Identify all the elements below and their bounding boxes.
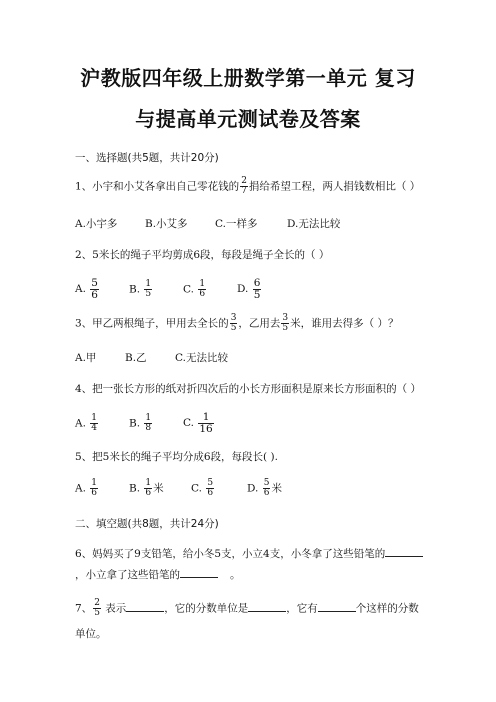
q1-suffix: 捐给希望工程，两人捐钱数相比（ ）	[248, 180, 421, 193]
q4-options	[75, 412, 215, 434]
option-a[interactable]: A.甲	[75, 352, 97, 364]
option-c[interactable]	[183, 280, 237, 299]
question-3	[75, 314, 399, 333]
fraction	[263, 479, 271, 498]
option-label: A.	[75, 283, 86, 295]
q3-options	[75, 350, 228, 365]
option-c[interactable]	[191, 479, 247, 498]
q1-options	[75, 216, 340, 231]
denominator: 5	[253, 288, 261, 301]
option-label: D.	[237, 283, 249, 295]
fraction	[230, 314, 238, 333]
denominator: 6	[263, 488, 270, 498]
question-7-cont: 单位。	[75, 628, 107, 640]
option-label: C.	[183, 417, 194, 429]
numerator: 6	[253, 277, 261, 289]
option-a[interactable]	[75, 278, 129, 300]
question-6-cont	[75, 567, 241, 582]
option-label: B.	[129, 417, 141, 429]
option-d[interactable]: D.无法比较	[287, 218, 341, 230]
fraction	[93, 599, 101, 618]
q7-text: ，它的分数单位是	[164, 602, 249, 615]
answer-blank[interactable]	[248, 611, 286, 612]
q5-options	[75, 479, 282, 498]
option-c[interactable]: C.一样多	[215, 218, 258, 230]
option-b[interactable]	[129, 280, 183, 299]
denominator: 6	[199, 288, 206, 299]
denominator: 5	[94, 608, 100, 618]
fraction	[206, 479, 214, 498]
fraction	[144, 280, 152, 299]
numerator: 3	[230, 313, 237, 323]
denominator: 5	[230, 323, 237, 333]
question-7	[75, 599, 419, 618]
option-a[interactable]	[75, 414, 129, 433]
denominator: 6	[145, 488, 152, 498]
option-b[interactable]: B.乙	[125, 352, 147, 364]
denominator: 8	[145, 422, 152, 433]
numerator: 5	[207, 478, 214, 488]
q7-prefix: 7、	[75, 602, 93, 615]
option-label: A.	[75, 417, 86, 429]
answer-blank[interactable]	[126, 611, 164, 612]
option-label: B.	[129, 482, 141, 495]
fraction	[90, 278, 99, 300]
numerator: 1	[145, 412, 152, 423]
fraction	[144, 414, 152, 433]
denominator: 5	[145, 288, 152, 299]
option-label: B.	[129, 283, 141, 295]
numerator: 1	[145, 278, 152, 289]
fraction	[198, 412, 213, 434]
fraction	[240, 177, 248, 196]
option-unit: 米	[153, 482, 164, 495]
section-heading-choice: 一、选择题(共5题，共计20分)	[75, 152, 219, 164]
denominator: 16	[199, 422, 213, 435]
question-2: 2、5米长的绳子平均剪成6段，每段是绳子全长的（ ）	[75, 249, 330, 261]
denominator: 5	[282, 323, 289, 333]
question-4: 4、把一张长方形的纸对折四次后的小长方形面积是原来长方形面积的（ ）	[75, 383, 422, 395]
q1-prefix: 1、小宇和小艾各拿出自己零花钱的	[75, 180, 240, 193]
numerator: 5	[91, 277, 98, 289]
fraction	[144, 479, 152, 498]
option-label: A.	[75, 482, 86, 495]
q6-text: 。	[230, 569, 241, 581]
option-b[interactable]: B.小艾多	[145, 218, 188, 230]
answer-blank[interactable]	[318, 611, 356, 612]
question-5: 5、把5米长的绳子平均分成6段，每段长( ).	[75, 451, 278, 463]
option-unit: 米	[271, 482, 282, 495]
numerator: 2	[241, 176, 247, 186]
fraction	[198, 280, 206, 299]
question-6	[75, 546, 423, 561]
numerator: 1	[199, 278, 206, 289]
numerator: 2	[94, 598, 100, 608]
q3-mid: ，乙用去	[238, 317, 281, 330]
option-c[interactable]: C.无法比较	[175, 352, 228, 364]
q7-text: 表示	[105, 602, 127, 615]
question-1	[75, 177, 420, 196]
option-b[interactable]	[129, 414, 183, 433]
section-heading-fill: 二、填空题(共8题，共计24分)	[75, 518, 219, 530]
answer-blank[interactable]	[180, 577, 218, 578]
q6-text: 6、妈妈买了9支铅笔，给小冬5支，小立4支，小冬拿了这些铅笔的	[75, 548, 386, 560]
page-title-line1: 沪教版四年级上册数学第一单元 复习	[80, 66, 416, 90]
denominator: 4	[91, 422, 97, 433]
option-a[interactable]: A.小宇多	[75, 218, 118, 230]
option-c[interactable]	[183, 412, 215, 434]
denominator: 6	[91, 488, 97, 498]
numerator: 1	[145, 478, 152, 488]
q6-text: ，小立拿了这些铅笔的	[75, 569, 180, 581]
q3-prefix: 3、甲乙两根绳子，甲用去全长的	[75, 317, 229, 330]
page-title-line2: 与提高单元测试卷及答案	[135, 107, 361, 131]
fraction	[90, 414, 98, 433]
fraction	[281, 314, 289, 333]
q3-suffix: 米，谁用去得多（ ）？	[290, 317, 399, 330]
option-b[interactable]	[129, 479, 191, 498]
q2-options	[75, 278, 262, 300]
q7-text: 个这样的分数	[355, 602, 419, 615]
option-label: C.	[191, 482, 202, 495]
option-d[interactable]	[247, 479, 282, 498]
fraction	[90, 479, 98, 498]
numerator: 1	[91, 478, 97, 488]
option-label: D.	[247, 482, 259, 495]
option-d[interactable]	[237, 278, 262, 300]
fraction	[253, 278, 262, 300]
answer-blank[interactable]	[385, 556, 423, 557]
numerator: 5	[263, 478, 270, 488]
option-label: C.	[183, 283, 194, 295]
option-a[interactable]	[75, 479, 129, 498]
denominator: 6	[91, 288, 98, 301]
numerator: 1	[91, 412, 97, 423]
numerator: 3	[282, 313, 289, 323]
numerator: 1	[202, 411, 210, 423]
q7-text: ，它有	[286, 602, 318, 615]
denominator: 7	[241, 186, 247, 196]
denominator: 6	[207, 488, 214, 498]
